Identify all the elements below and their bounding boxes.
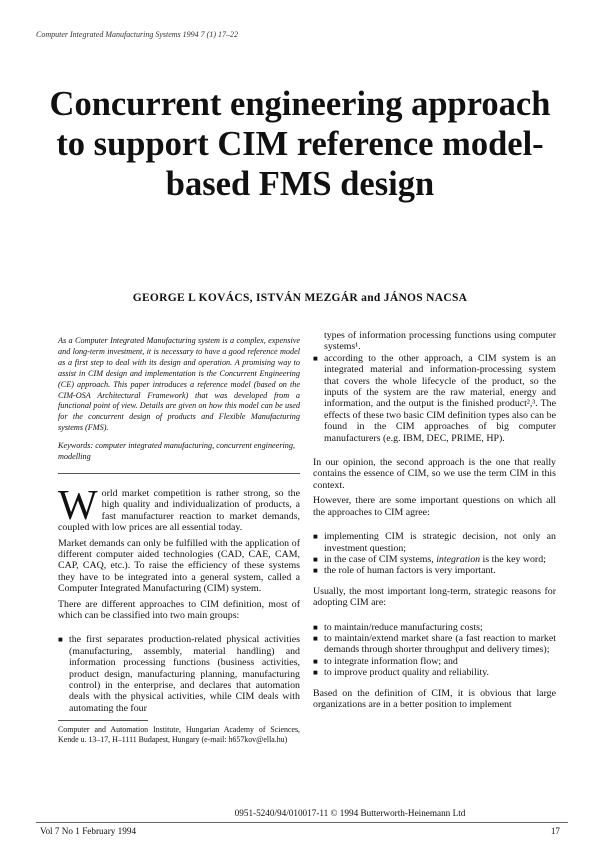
list-item [313, 622, 556, 633]
list-item-text: to maintain/extend market share (a fast reaction to market demands through shorter throughput and delivery times); [324, 632, 556, 656]
list-item-text: the first separates production-related physical activities (manufacturing, assembly, material handling) and information processing functions (business activities, product design, manufacturing planning, manufacturing control) in the enterprise, and declares that automation deals with the physical activities, while CIM deals with automating the four [69, 634, 300, 714]
issn-copyright: 0951-5240/94/010017-11 © 1994 Butterworth-Heinemann Ltd [234, 808, 466, 818]
bullet-icon: ■ [313, 633, 318, 643]
paragraph-6: Usually, the most important long-term, strategic reasons for adopting CIM are: [313, 585, 556, 609]
article-title: Concurrent engineering approach to support CIM reference model-based FMS design [49, 85, 551, 203]
paragraph-5: However, there are some important questions on which all the approaches to CIM agree: [313, 495, 556, 518]
bullet-icon: ■ [313, 353, 318, 363]
emphasis-integration: integration [436, 553, 481, 565]
list-item-text: to integrate information flow; and [324, 655, 458, 667]
intro-text: orld market competition is rather strong, so the high quality and individualization of products, a fast manufacturer reaction to market demands, coupled with low prices are all essential today. [58, 487, 300, 534]
list-item [313, 667, 556, 678]
right-column [313, 330, 556, 714]
list-item-text: the role of human factors is very important. [324, 565, 496, 577]
bullet-icon: ■ [313, 566, 318, 576]
left-column [58, 336, 300, 744]
bullet-icon: ■ [313, 622, 318, 632]
list-item-text: is the key word; [480, 553, 546, 565]
abstract-divider [58, 473, 300, 474]
list-item [313, 554, 556, 565]
drop-cap: W [58, 482, 98, 529]
bullet-icon: ■ [58, 635, 63, 645]
abstract: As a Computer Integrated Manufacturing system is a complex, expensive and long-term investment, it is necessary to have a good reference model as a first step to deal with its design and operation. A promising way to assist in CIM design and implementation is the Concurrent Engineering (CE) approach. This paper introduces a reference model (based on the CIM-OSA Architectural Framework) that was developed from a functional point of view. Details are given on how this model can be used for the concurrent design of products and Flexible Manufacturing systems (FMS). [58, 336, 300, 433]
list-item [313, 633, 556, 656]
cim-approaches-list [58, 634, 300, 714]
agreement-list [313, 531, 556, 577]
reasons-list [313, 622, 556, 679]
author-affiliation-footnote: Computer and Automation Institute, Hungarian Academy of Sciences, Kende u. 13–17, H–1111 Budapest, Hungary (e-mail: h657kov@ella.hu) [58, 725, 300, 744]
cim-approaches-list-cont [313, 353, 556, 444]
list-item [313, 531, 556, 554]
authors: GEORGE L KOVÁCS, ISTVÁN MEZGÁR and JÁNOS NACSA [132, 292, 468, 304]
paragraph-3: There are different approaches to CIM definition, most of which can be classified into two main groups: [58, 598, 300, 622]
footnote-divider [58, 720, 148, 721]
left-body [58, 482, 300, 745]
keywords: Keywords: computer integrated manufacturing, concurrent engineering, modelling [58, 441, 296, 462]
bullet-icon: ■ [313, 656, 318, 666]
list-item-text: in the case of CIM systems, [324, 553, 437, 565]
paragraph-7: Based on the definition of CIM, it is obvious that large organizations are in a better position to implement [313, 687, 556, 710]
footer-divider [36, 822, 568, 823]
list-continuation: types of information processing functions using computer systems¹. [324, 330, 556, 353]
list-item [313, 353, 556, 444]
list-item [313, 565, 556, 576]
page-number: 17 [550, 826, 560, 836]
list-item-text: implementing CIM is strategic decision, not only an investment question; [324, 531, 556, 554]
bullet-icon: ■ [313, 554, 318, 564]
bullet-icon: ■ [313, 668, 318, 678]
list-item-text: to improve product quality and reliability. [324, 667, 490, 679]
list-item-text: to maintain/reduce manufacturing costs; [324, 621, 483, 633]
list-item [313, 656, 556, 667]
paragraph-4: In our opinion, the second approach is the one that really contains the essence of CIM, so we use the term CIM in this context. [313, 457, 556, 491]
list-item [58, 634, 300, 714]
intro-paragraph [58, 482, 300, 534]
volume-info: Vol 7 No 1 February 1994 [40, 826, 137, 836]
running-head: Computer Integrated Manufacturing Systems 1994 7 (1) 17–22 [36, 30, 238, 39]
bullet-icon: ■ [313, 532, 318, 542]
list-item-text: according to the other approach, a CIM system is an integrated material and information-processing system that covers the whole lifecycle of the product, so the inputs of the system are the raw material, energy and information, and the output is the finished product²,³. The effects of these two basic CIM definition types also can be found in the CIM approaches of big computer manufacturers (e.g. IBM, DEC, PRIME, HP). [324, 352, 556, 444]
paragraph-2: Market demands can only be fulfilled with the application of different computer aided technologies (CAD, CAE, CAM, CAP, CAQ, etc.). To raise the efficiency of these systems they have to be integrated into a general system, called a Computer Integrated Manufacturing (CIM) system. [58, 537, 300, 595]
